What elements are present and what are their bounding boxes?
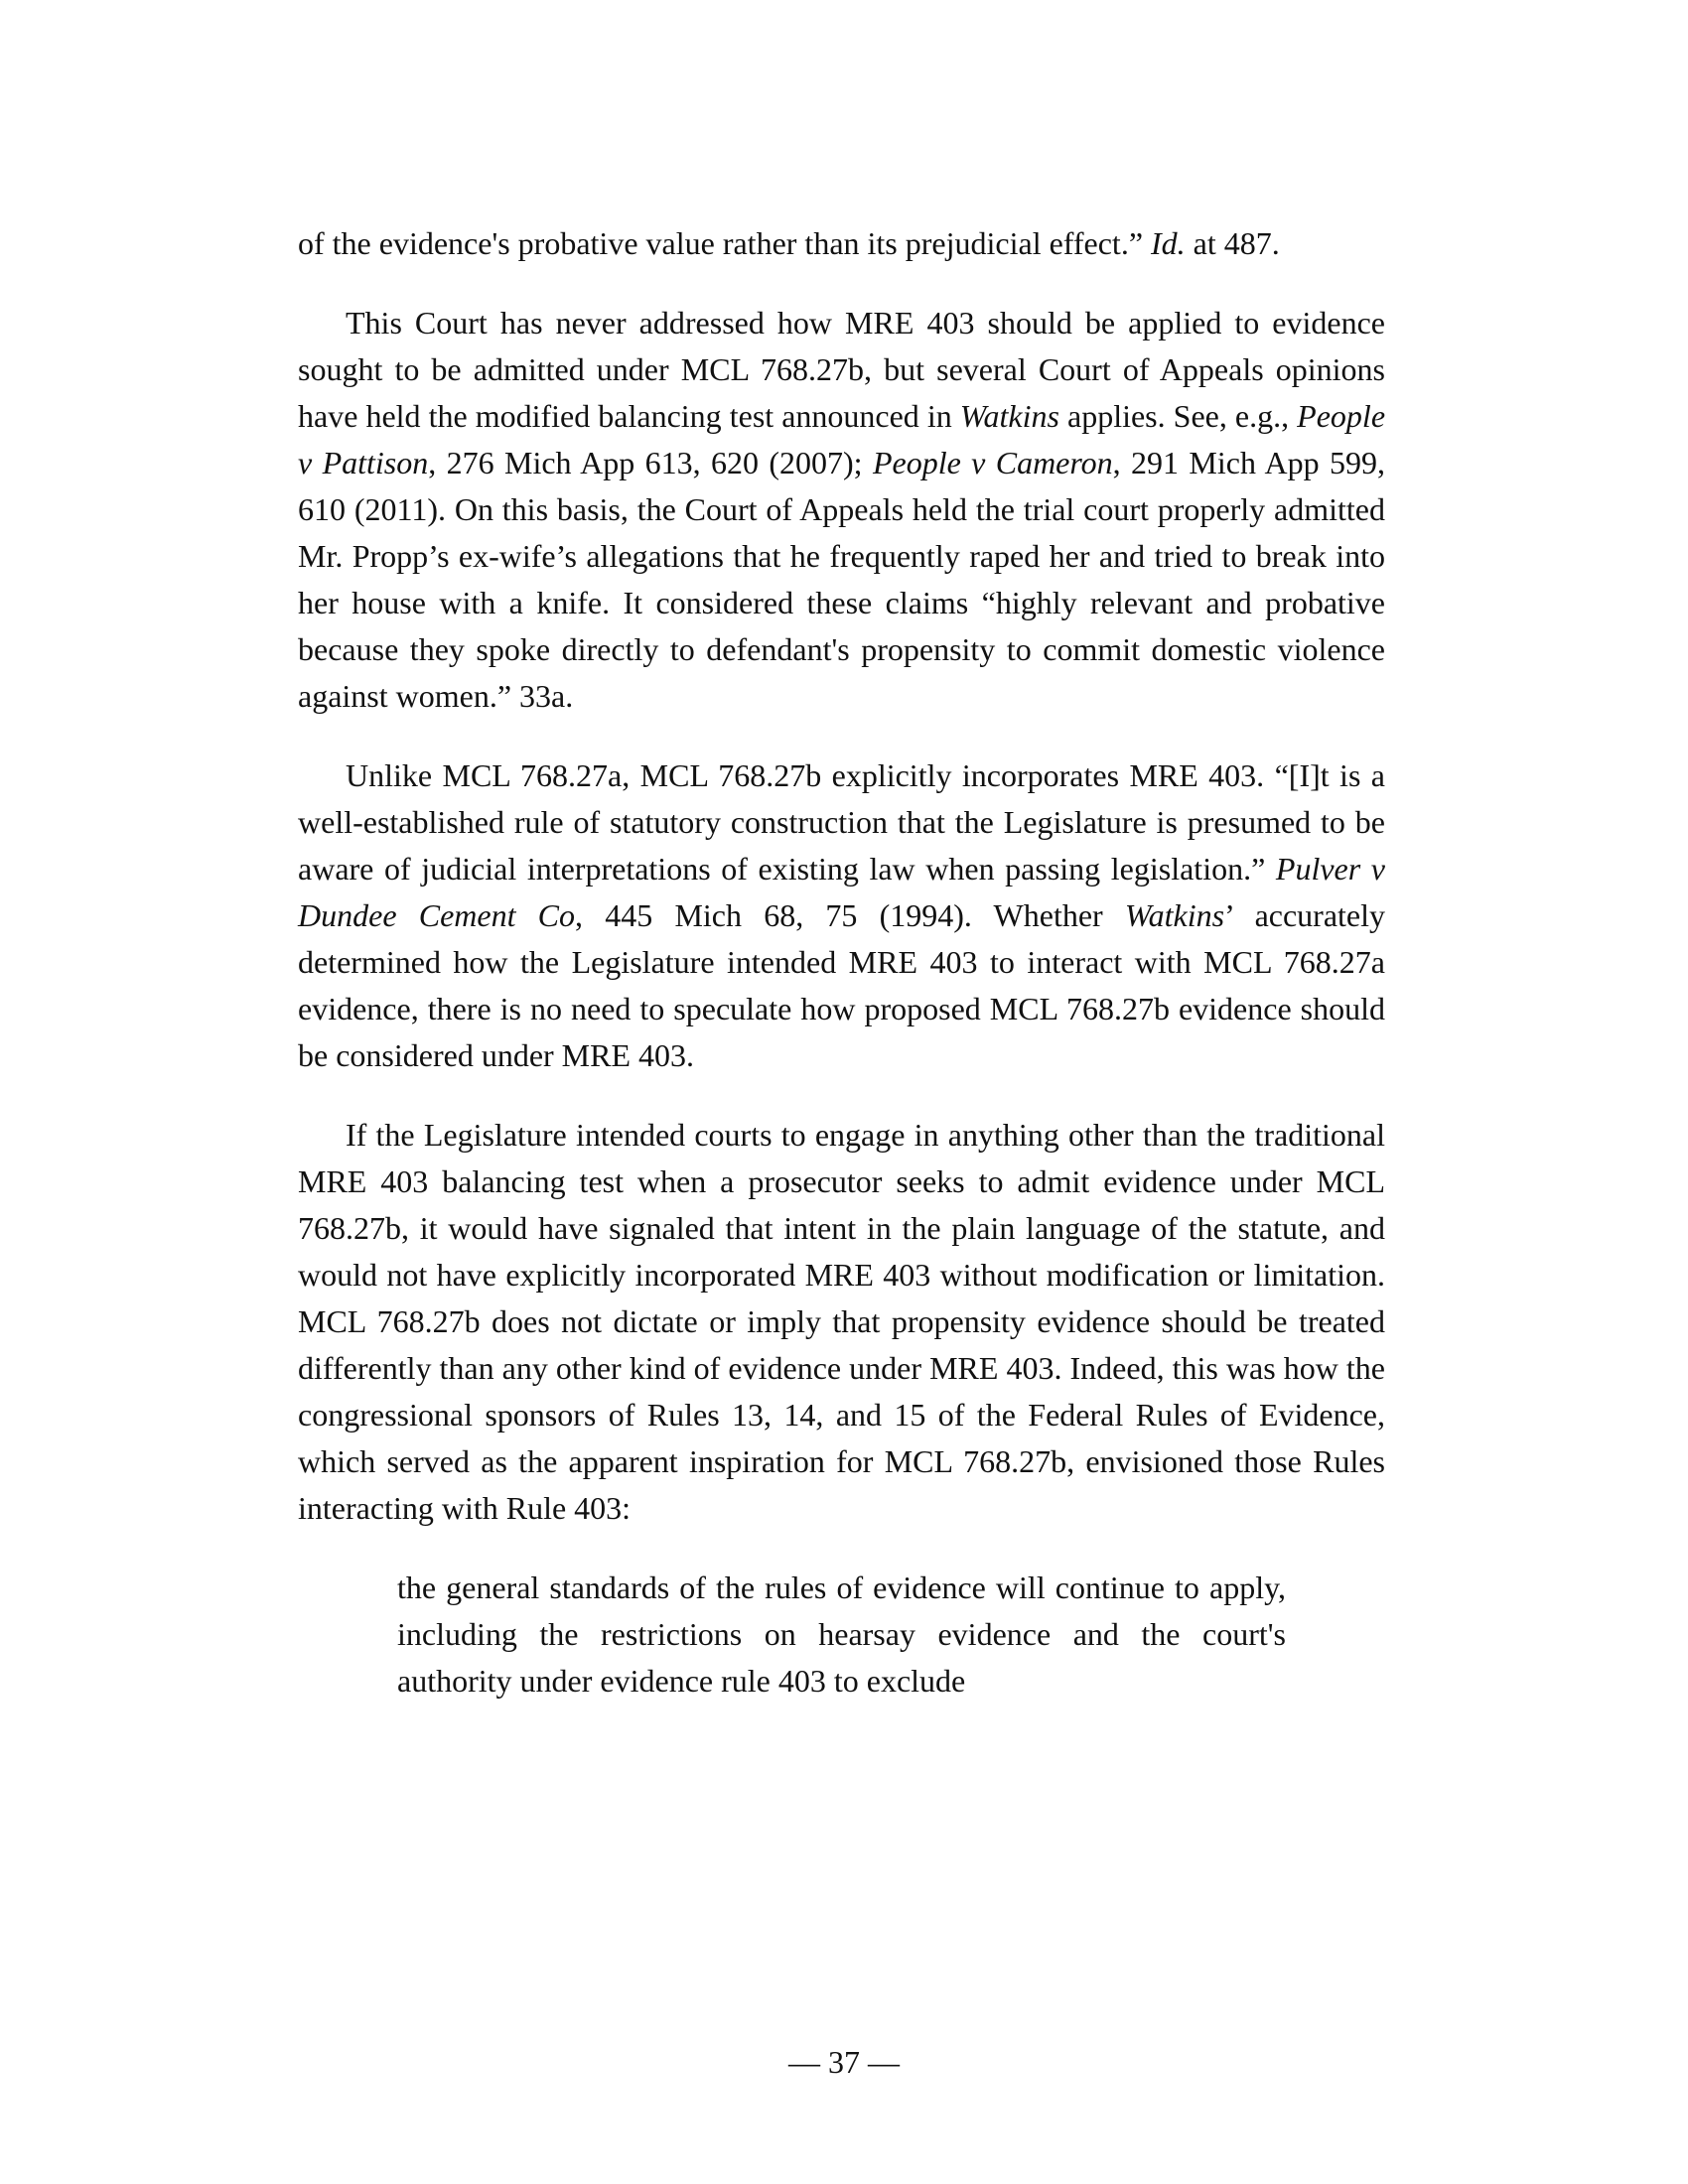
italic-citation: Id. [1151, 225, 1186, 261]
document-body [298, 220, 1385, 1705]
body-paragraph-1 [298, 220, 1385, 267]
page-number: — 37 — [788, 2044, 900, 2080]
paragraph-text: This Court has never addressed how MRE 403 should be applied to evidence sought to be admitted under MCL 768.27b, but several Court of Appeals opinions have held the modified balancing test announced in [298, 305, 1385, 434]
paragraph-text: at 487. [1185, 225, 1280, 261]
italic-citation: Watkins [959, 398, 1059, 434]
paragraph-text: If the Legislature intended courts to engage in anything other than the traditional MRE 403 balancing test when a prosecutor seeks to admit evidence under MCL 768.27b, it would have signaled that intent in the plain language of the statute, and would not have explicitly incorporated MRE 403 without modification or limitation. MCL 768.27b does not dictate or imply that propensity evidence should be treated differently than any other kind of evidence under MRE 403. Indeed, this was how the congressional sponsors of Rules 13, 14, and 15 of the Federal Rules of Evidence, which served as the apparent inspiration for MCL 768.27b, envisioned those Rules interacting with Rule 403: [298, 1117, 1385, 1526]
paragraph-text: , 445 Mich 68, 75 (1994). Whether [575, 897, 1125, 933]
body-paragraph-4 [298, 1112, 1385, 1532]
italic-citation: Watkins [1124, 897, 1225, 933]
body-paragraph-2 [298, 300, 1385, 720]
paragraph-text: , 276 Mich App 613, 620 (2007); [428, 445, 873, 480]
italic-citation: Pulver v Dundee Cement Co [298, 851, 1386, 933]
paragraph-container [298, 220, 1385, 1532]
italic-citation: People v Pattison [298, 398, 1386, 480]
body-paragraph-3 [298, 752, 1385, 1079]
paragraph-text: of the evidence's probative value rather than its prejudicial effect.” [298, 225, 1152, 261]
paragraph-text: applies. See, e.g., [1058, 398, 1298, 434]
paragraph-text: , 291 Mich App 599, 610 (2011). On this basis, the Court of Appeals held the trial court properly admitted Mr. Propp’s ex-wife’s allegations that he frequently raped her and tried to break into her house with a knife. It considered these claims “highly relevant and probative because they spoke directly to defendant's propensity to commit domestic violence against women.” 33a. [298, 445, 1386, 714]
italic-citation: People v Cameron [872, 445, 1113, 480]
block-quote: the general standards of the rules of evidence will continue to apply, including the restrictions on hearsay evidence and the court's authority under evidence rule 403 to exclude [397, 1570, 1286, 1699]
paragraph-text: Unlike MCL 768.27a, MCL 768.27b explicitly incorporates MRE 403. “[I]t is a well-established rule of statutory construction that the Legislature is presumed to be aware of judicial interpretations of existing law when passing legislation.” [298, 757, 1385, 887]
paragraph-text: ’ accurately determined how the Legislature intended MRE 403 to interact with MCL 768.27a evidence, there is no need to speculate how proposed MCL 768.27b evidence should be considered under MRE 403. [298, 897, 1386, 1073]
